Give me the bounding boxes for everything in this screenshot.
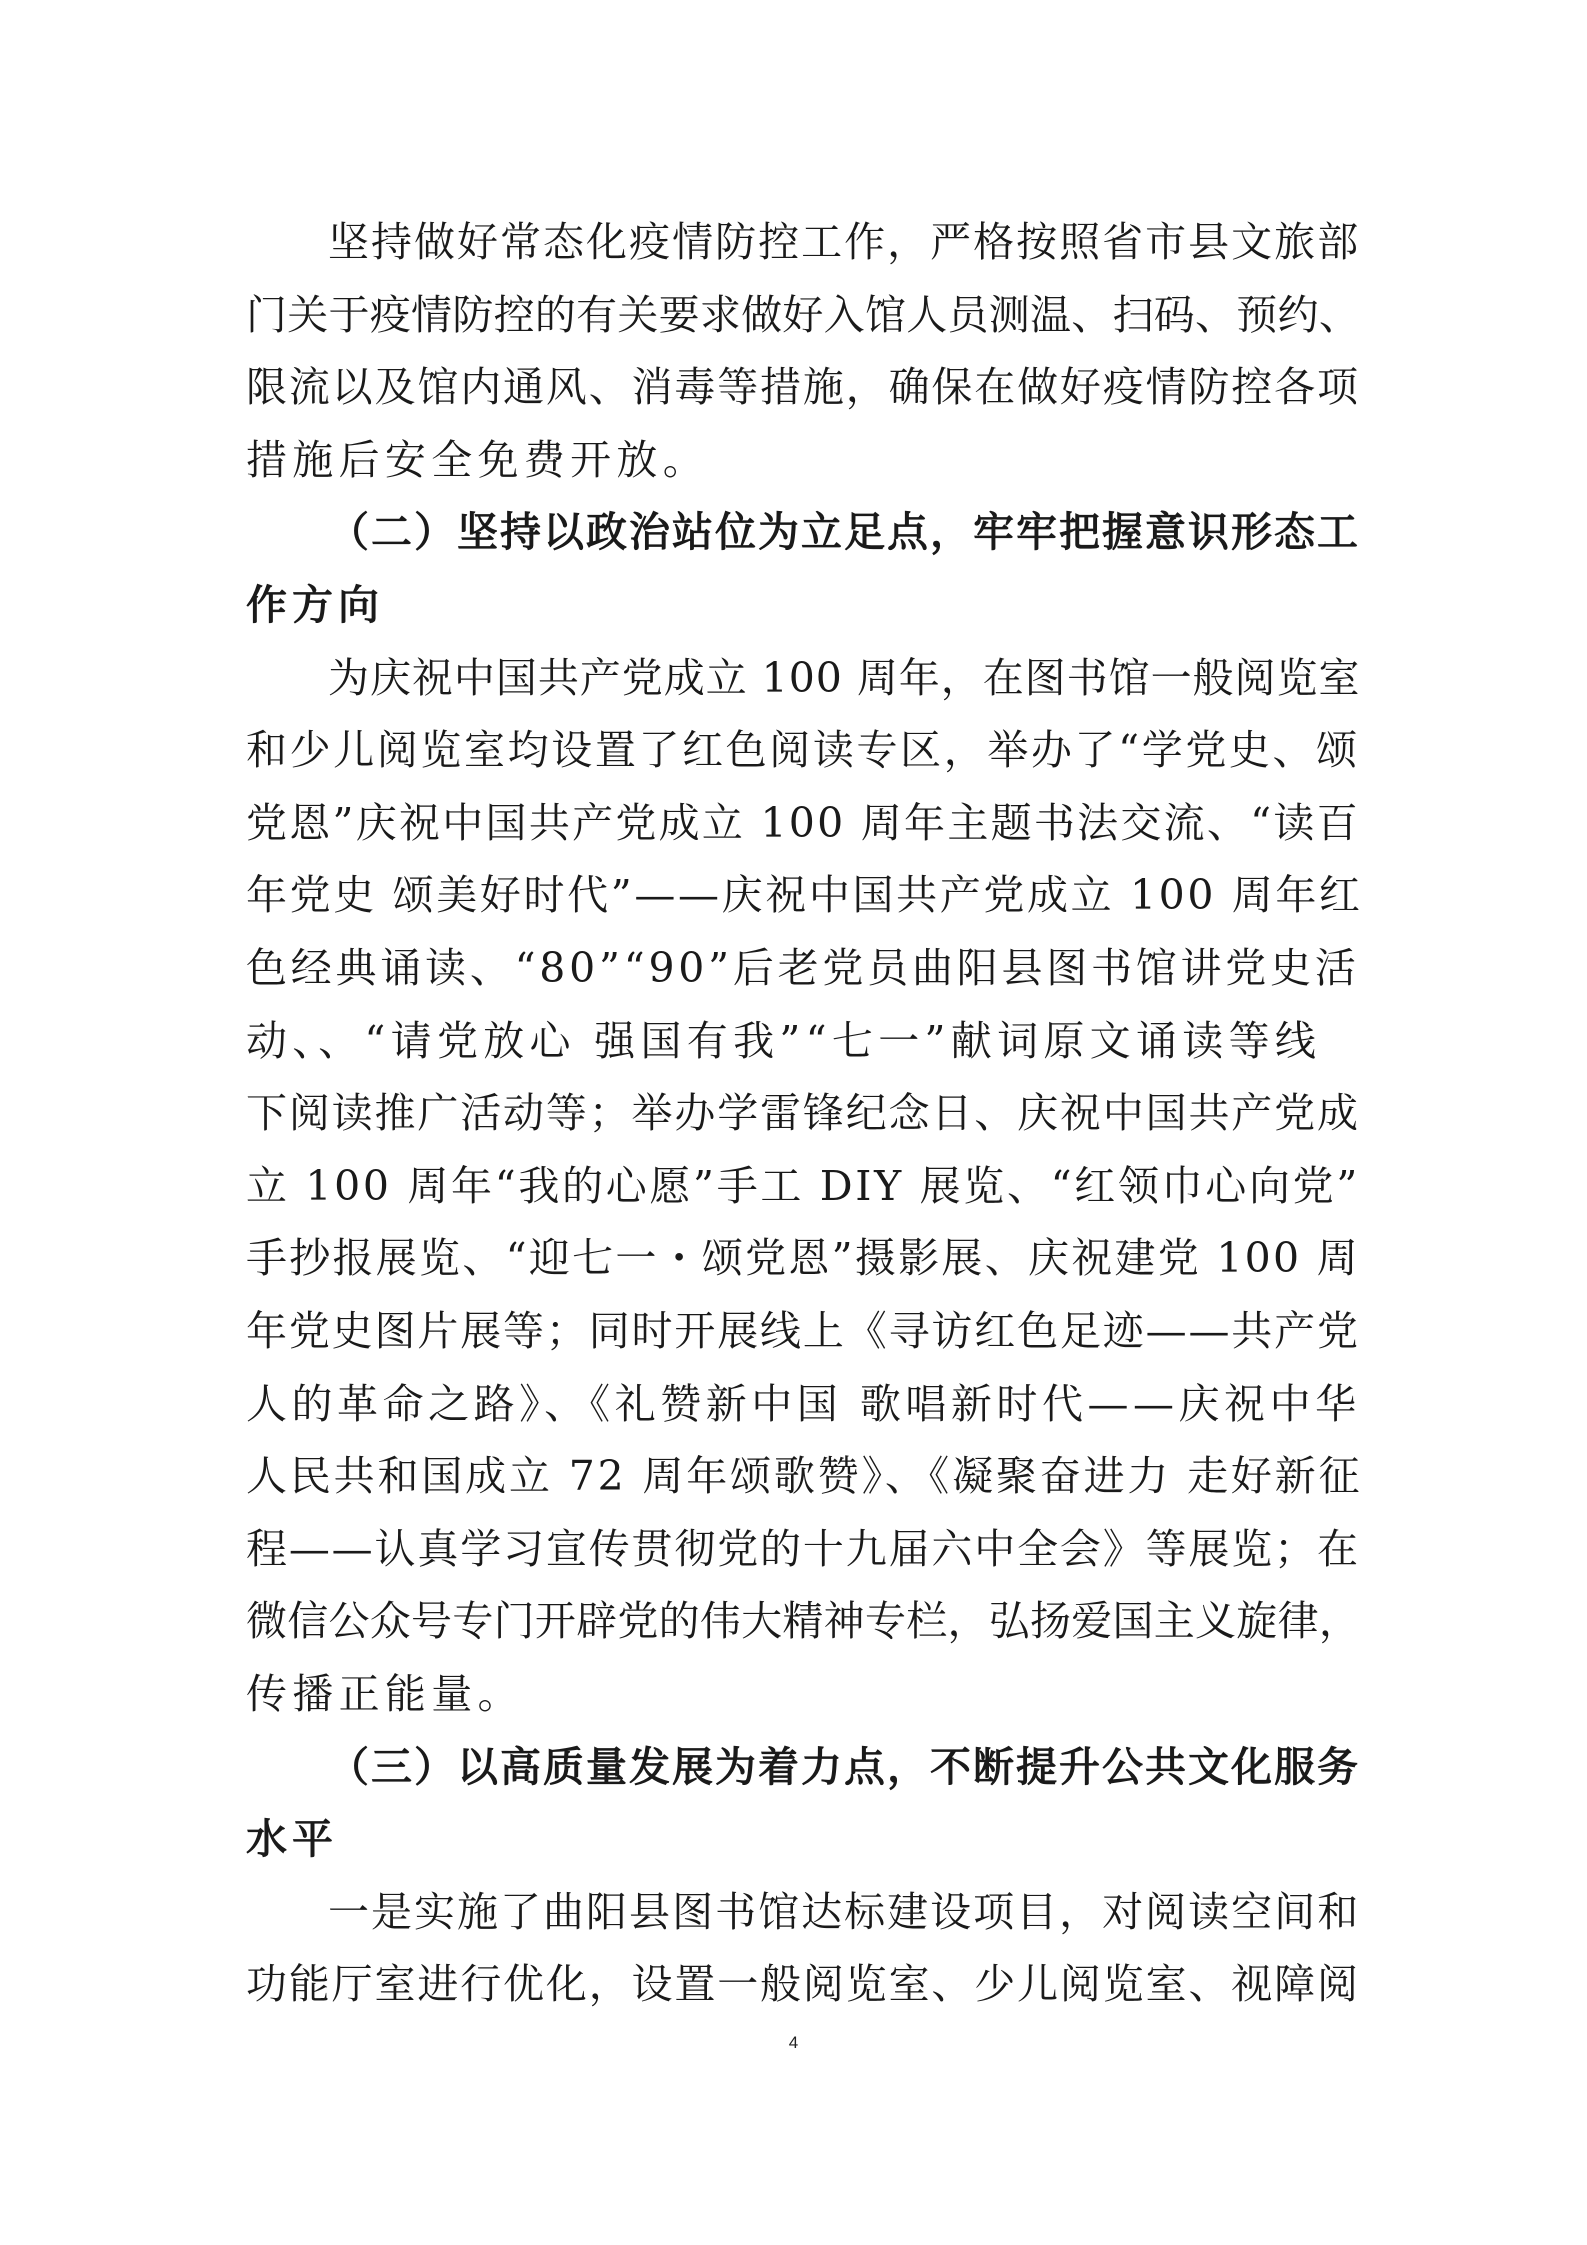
page-number: 4 [788,2033,799,2052]
paragraph-line: 传播正能量。 [246,1670,524,1718]
paragraph-line: 年党史 颂美好时代”——庆祝中国共产党成立 100 周年红 [246,871,1363,919]
paragraph-line: 限流以及馆内通风、消毒等措施，确保在做好疫情防控各项 [246,363,1360,411]
paragraph-line: 动、、“请党放心 强国有我”“七一”献词原文诵读等线 [246,1017,1322,1065]
paragraph-line: 立 100 周年“我的心愿”手工 DIY 展览、“红领巾心向党” [246,1162,1360,1210]
paragraph-line: 门关于疫情防控的有关要求做好入馆人员测温、扫码、预约、 [246,291,1361,339]
paragraph-line: 人的革命之路》、《礼赞新中国 歌唱新时代——庆祝中华 [246,1380,1361,1428]
section-heading-line: 水平 [246,1815,338,1863]
paragraph-line: 党恩”庆祝中国共产党成立 100 周年主题书法交流、“读百 [246,799,1360,847]
paragraph-line: 年党史图片展等；同时开展线上《寻访红色足迹——共产党 [246,1307,1360,1355]
paragraph-line: 和少儿阅览室均设置了红色阅读专区，举办了“学党史、颂 [246,726,1360,774]
paragraph-line: 色经典诵读、“80”“90”后老党员曲阳县图书馆讲党史活 [246,944,1360,992]
paragraph-line: 功能厅室进行优化，设置一般阅览室、少儿阅览室、视障阅 [246,1960,1360,2008]
section-heading-line: （三）以高质量发展为着力点，不断提升公共文化服务 [328,1743,1360,1791]
paragraph-line: 一是实施了曲阳县图书馆达标建设项目，对阅读空间和 [328,1888,1361,1936]
paragraph-line: 坚持做好常态化疫情防控工作，严格按照省市县文旅部 [328,218,1361,266]
section-heading-line: 作方向 [246,581,384,629]
paragraph-line: 微信公众号专门开辟党的伟大精神专栏，弘扬爱国主义旋律， [246,1597,1361,1645]
paragraph-line: 人民共和国成立 72 周年颂歌赞》、《凝聚奋进力 走好新征 [246,1452,1363,1500]
paragraph-line: 为庆祝中国共产党成立 100 周年，在图书馆一般阅览室 [328,654,1361,702]
section-heading-line: （二）坚持以政治站位为立足点，牢牢把握意识形态工 [328,508,1360,556]
paragraph-line: 下阅读推广活动等；举办学雷锋纪念日、庆祝中国共产党成 [246,1089,1360,1137]
paragraph-line: 手抄报展览、“迎七一・颂党恩”摄影展、庆祝建党 100 周 [246,1234,1360,1282]
paragraph-line: 措施后安全免费开放。 [246,436,709,484]
paragraph-line: 程——认真学习宣传贯彻党的十九届六中全会》等展览；在 [246,1525,1360,1573]
